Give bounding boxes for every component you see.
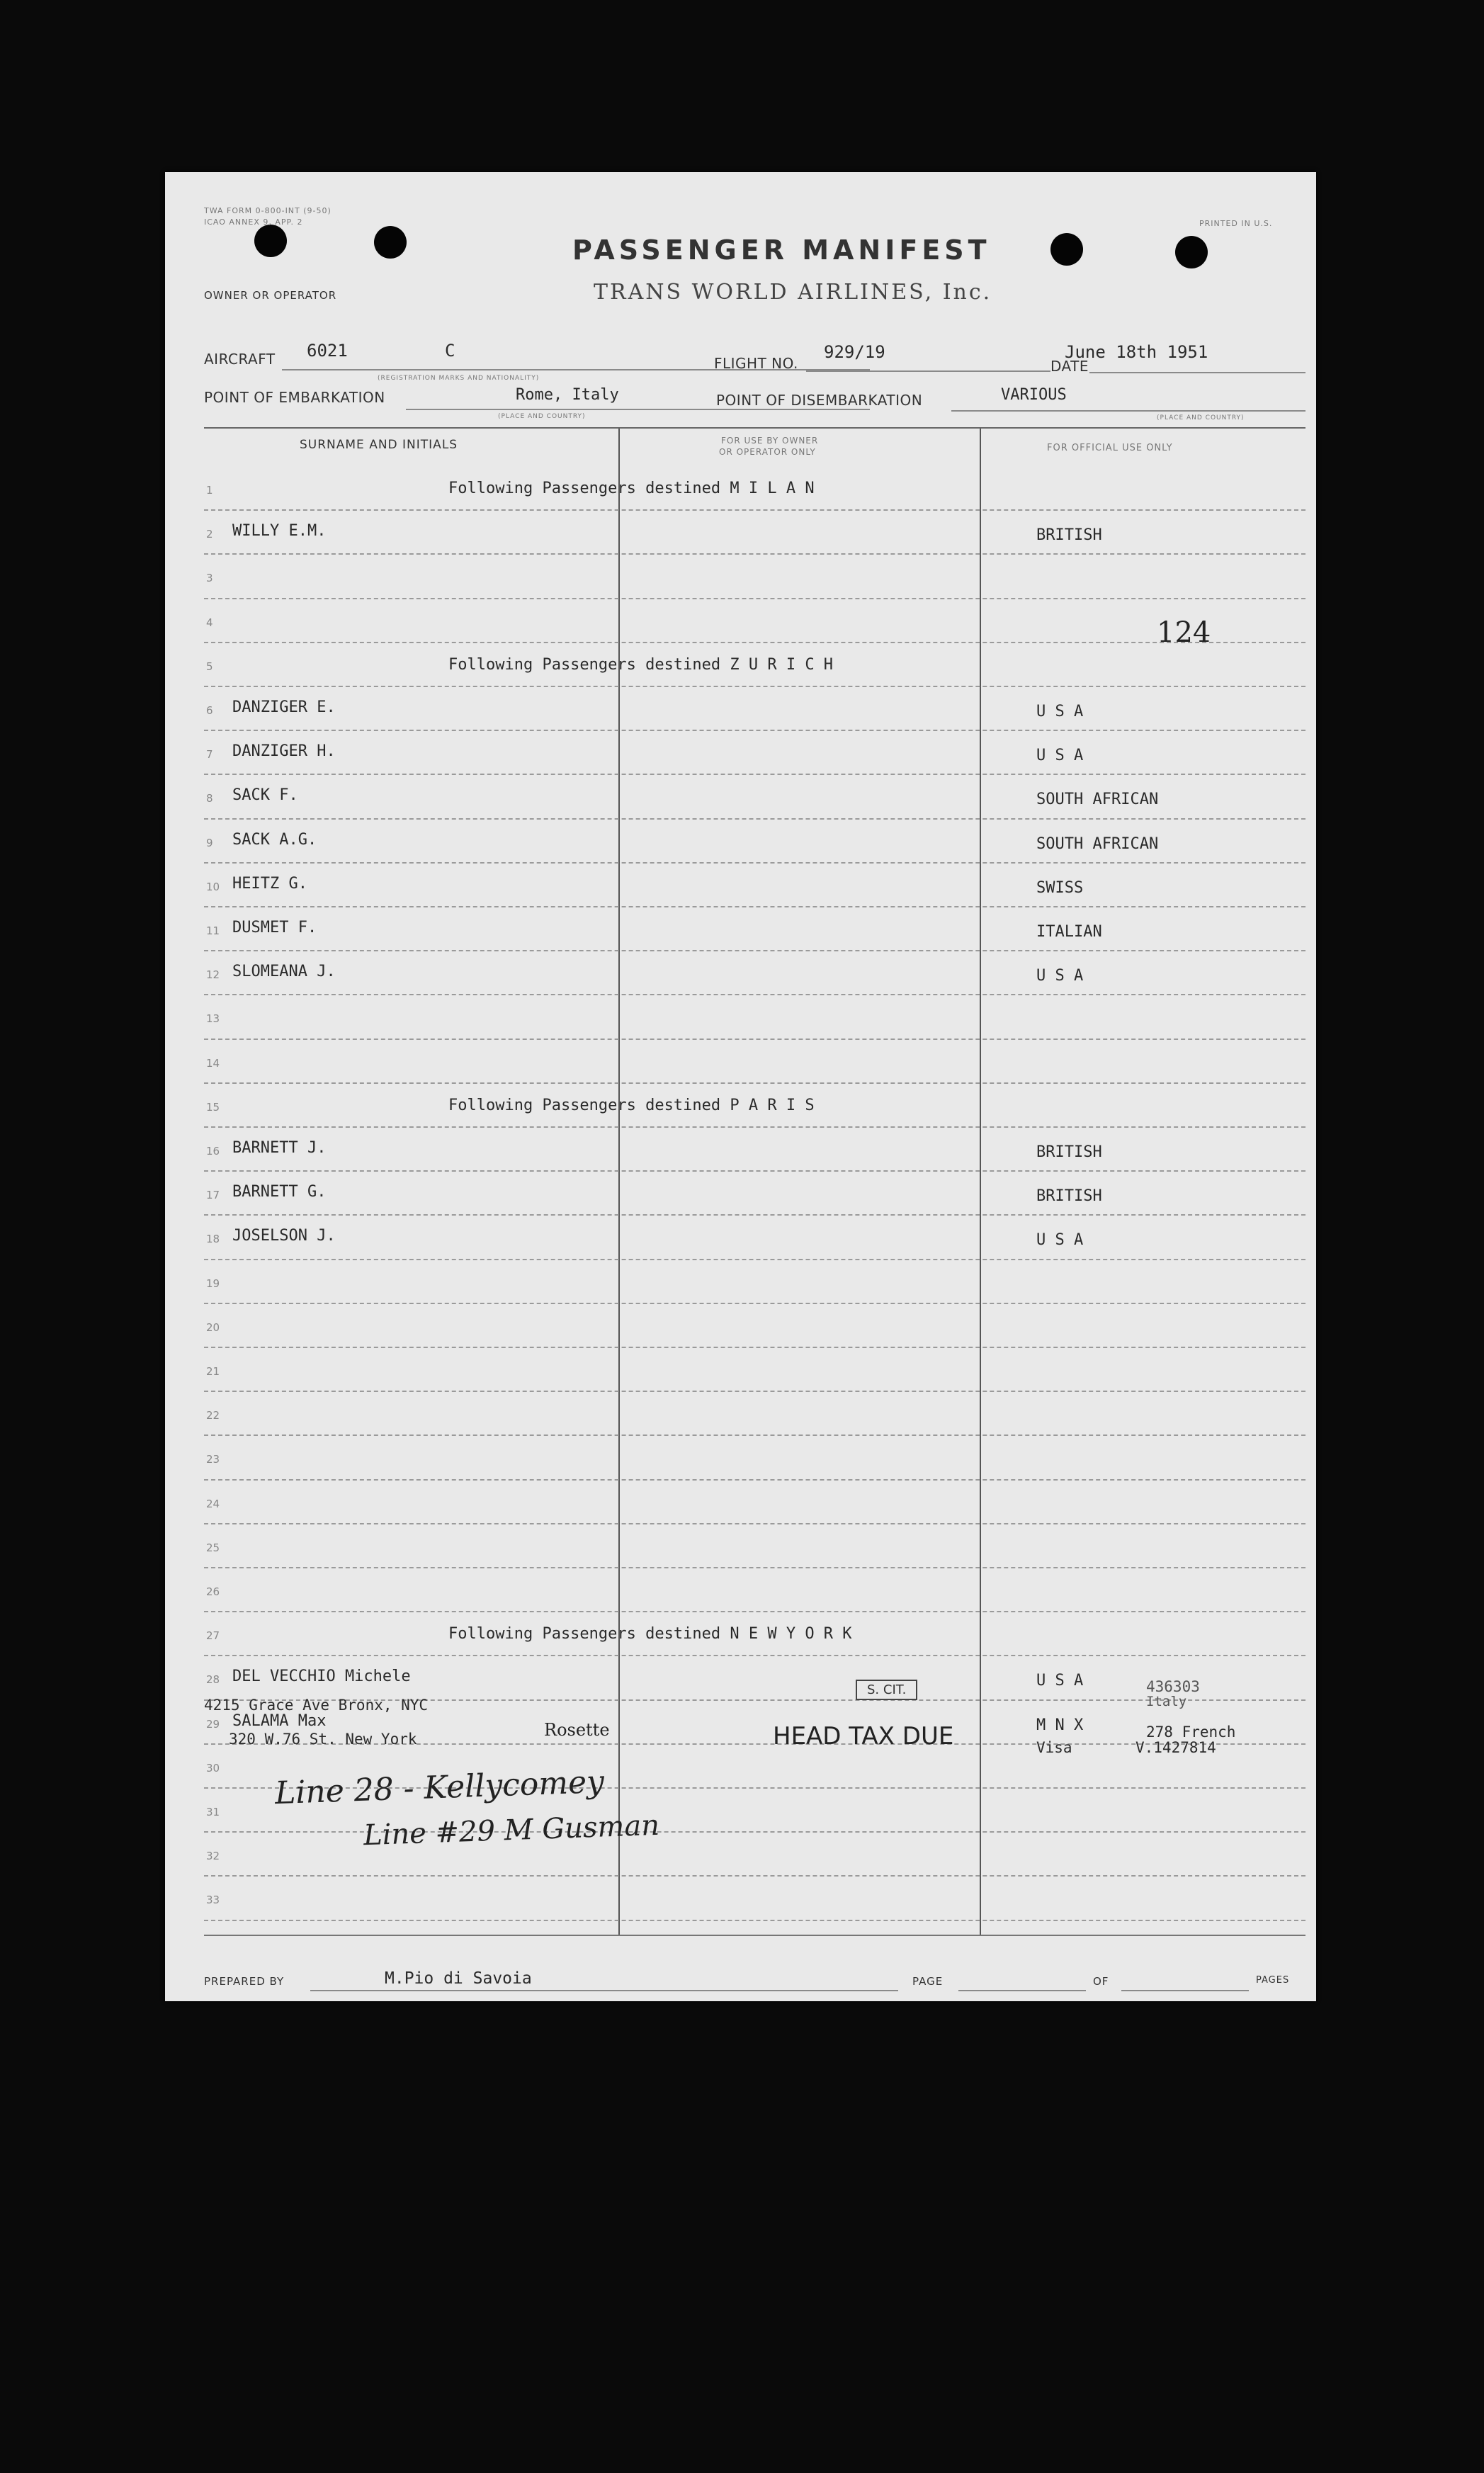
nationality: ITALIAN bbox=[1036, 923, 1102, 941]
embarkation-value: Rome, Italy bbox=[516, 386, 619, 404]
nationality: SWISS bbox=[1036, 878, 1084, 897]
disembarkation-sublabel: (PLACE AND COUNTRY) bbox=[1157, 414, 1245, 421]
row-number: 22 bbox=[206, 1409, 220, 1422]
row-number: 26 bbox=[206, 1585, 220, 1598]
nationality: U S A bbox=[1036, 747, 1084, 765]
nationality: U S A bbox=[1036, 1672, 1084, 1690]
row-number: 28 bbox=[206, 1673, 220, 1687]
column-divider bbox=[618, 429, 620, 1936]
aircraft-nationality: C bbox=[445, 341, 455, 361]
nationality: U S A bbox=[1036, 967, 1084, 985]
row-number: 15 bbox=[206, 1100, 220, 1114]
passenger-name: DANZIGER E. bbox=[232, 698, 336, 716]
row-number: 27 bbox=[206, 1629, 220, 1643]
row-number: 10 bbox=[206, 880, 220, 893]
embarkation-sublabel: (PLACE AND COUNTRY) bbox=[498, 413, 586, 420]
row-number: 5 bbox=[206, 660, 213, 673]
passenger-name: DEL VECCHIO Michele bbox=[232, 1668, 411, 1686]
row-number: 7 bbox=[206, 748, 213, 762]
aircraft-sublabel: (REGISTRATION MARKS AND NATIONALITY) bbox=[378, 375, 540, 382]
nationality: BRITISH bbox=[1036, 1187, 1102, 1206]
row-number: 21 bbox=[206, 1365, 220, 1378]
col-header-official: FOR OFFICIAL USE ONLY bbox=[1047, 443, 1173, 453]
row-number: 24 bbox=[206, 1497, 220, 1510]
aircraft-label: AIRCRAFT bbox=[204, 351, 276, 368]
destination-heading: Following Passengers destined N E W Y O R K bbox=[448, 1625, 852, 1643]
of-label: OF bbox=[1093, 1975, 1109, 1988]
row-number: 9 bbox=[206, 836, 213, 849]
column-divider bbox=[980, 429, 981, 1936]
row-number: 4 bbox=[206, 616, 213, 629]
destination-heading: Following Passengers destined Z U R I C H bbox=[448, 655, 834, 674]
row-number: 2 bbox=[206, 528, 213, 541]
row-number: 1 bbox=[206, 484, 213, 497]
row-number: 3 bbox=[206, 572, 213, 585]
row-number: 12 bbox=[206, 968, 220, 982]
visa-29-a: 278 French bbox=[1146, 1724, 1236, 1741]
passenger-name: SACK A.G. bbox=[232, 830, 317, 849]
passport-28-country: Italy bbox=[1146, 1694, 1187, 1709]
passport-28: 436303 bbox=[1146, 1678, 1200, 1695]
passenger-name: SALAMA Max bbox=[232, 1711, 327, 1730]
passenger-name: SACK F. bbox=[232, 786, 298, 805]
disembarkation-label: POINT OF DISEMBARKATION bbox=[716, 392, 923, 409]
form-code-annex: ICAO ANNEX 9, APP. 2 bbox=[204, 217, 303, 227]
row-number: 6 bbox=[206, 704, 213, 717]
nationality: M N X bbox=[1036, 1716, 1084, 1734]
printed-note: PRINTED IN U.S. bbox=[1199, 219, 1273, 228]
punch-hole bbox=[254, 225, 287, 257]
date-label: DATE bbox=[1050, 358, 1089, 375]
rosette-note: Rosette bbox=[544, 1720, 610, 1740]
manifest-sheet bbox=[165, 172, 1316, 2001]
embarkation-label: POINT OF EMBARKATION bbox=[204, 389, 385, 406]
nationality: BRITISH bbox=[1036, 526, 1102, 545]
destination-heading: Following Passengers destined P A R I S bbox=[448, 1096, 815, 1114]
pages-label: PAGES bbox=[1256, 1975, 1290, 1986]
passenger-name: JOSELSON J. bbox=[232, 1227, 336, 1245]
destination-heading: Following Passengers destined M I L A N bbox=[448, 480, 815, 497]
aircraft-value: 6021 bbox=[307, 341, 348, 361]
col-header-owner-2: OR OPERATOR ONLY bbox=[719, 447, 816, 457]
row-number: 33 bbox=[206, 1894, 220, 1907]
punch-hole bbox=[1050, 233, 1083, 266]
flight-value: 929/19 bbox=[824, 342, 885, 362]
address-row-28: 4215 Grace Ave Bronx, NYC bbox=[204, 1697, 429, 1714]
flight-label: FLIGHT NO. bbox=[714, 355, 798, 372]
passenger-name: HEITZ G. bbox=[232, 874, 307, 893]
passenger-name: SLOMEANA J. bbox=[232, 963, 336, 981]
nationality: SOUTH AFRICAN bbox=[1036, 791, 1159, 809]
row-number: 8 bbox=[206, 792, 213, 805]
nationality: U S A bbox=[1036, 1231, 1084, 1250]
row-number: 14 bbox=[206, 1056, 220, 1070]
form-code: TWA FORM 0-800-INT (9-50) bbox=[204, 206, 332, 215]
disembarkation-value: VARIOUS bbox=[1001, 386, 1067, 404]
nationality: U S A bbox=[1036, 703, 1084, 720]
passenger-name: BARNETT J. bbox=[232, 1139, 327, 1157]
date-value: June 18th 1951 bbox=[1065, 342, 1208, 362]
prepared-by-label: PREPARED BY bbox=[204, 1975, 285, 1988]
row-number: 32 bbox=[206, 1850, 220, 1863]
sc-it-stamp: S. CIT. bbox=[856, 1680, 917, 1700]
row-number: 25 bbox=[206, 1541, 220, 1554]
passenger-name: BARNETT G. bbox=[232, 1183, 327, 1201]
address-row-29: 320 W.76 St. New York bbox=[229, 1731, 417, 1748]
col-header-surname: SURNAME AND INITIALS bbox=[300, 438, 458, 452]
passenger-name: WILLY E.M. bbox=[232, 522, 327, 541]
nationality: BRITISH bbox=[1036, 1143, 1102, 1161]
head-tax-stamp: HEAD TAX DUE bbox=[773, 1722, 954, 1750]
visa-label-29: Visa bbox=[1036, 1739, 1072, 1756]
visa-29-b: V.1427814 bbox=[1135, 1739, 1216, 1756]
row-number: 16 bbox=[206, 1145, 220, 1158]
row-number: 20 bbox=[206, 1320, 220, 1334]
row-number: 18 bbox=[206, 1233, 220, 1246]
owner-label: OWNER OR OPERATOR bbox=[204, 289, 337, 302]
page-label: PAGE bbox=[912, 1975, 944, 1988]
passenger-name: DANZIGER H. bbox=[232, 742, 336, 761]
row-number: 13 bbox=[206, 1012, 220, 1026]
row-number: 30 bbox=[206, 1761, 220, 1775]
row-number: 17 bbox=[206, 1189, 220, 1202]
row-number: 19 bbox=[206, 1277, 220, 1290]
page-title: PASSENGER MANIFEST bbox=[572, 234, 991, 266]
nationality: SOUTH AFRICAN bbox=[1036, 834, 1159, 853]
row-number: 31 bbox=[206, 1806, 220, 1818]
punch-hole bbox=[1175, 236, 1208, 268]
punch-hole bbox=[374, 226, 407, 259]
row-number: 11 bbox=[206, 924, 220, 937]
prepared-by-value: M.Pio di Savoia bbox=[385, 1969, 532, 1988]
passenger-name: DUSMET F. bbox=[232, 919, 317, 936]
airline-name: TRANS WORLD AIRLINES, Inc. bbox=[594, 280, 992, 305]
count-note: 124 bbox=[1157, 616, 1211, 649]
handwritten-note-1: Line 28 - Kellycomey bbox=[274, 1763, 605, 1812]
row-number: 23 bbox=[206, 1453, 220, 1466]
row-number: 29 bbox=[206, 1717, 220, 1731]
handwritten-note-2: Line #29 M Gusman bbox=[363, 1809, 660, 1852]
col-header-owner-1: FOR USE BY OWNER bbox=[721, 436, 819, 446]
